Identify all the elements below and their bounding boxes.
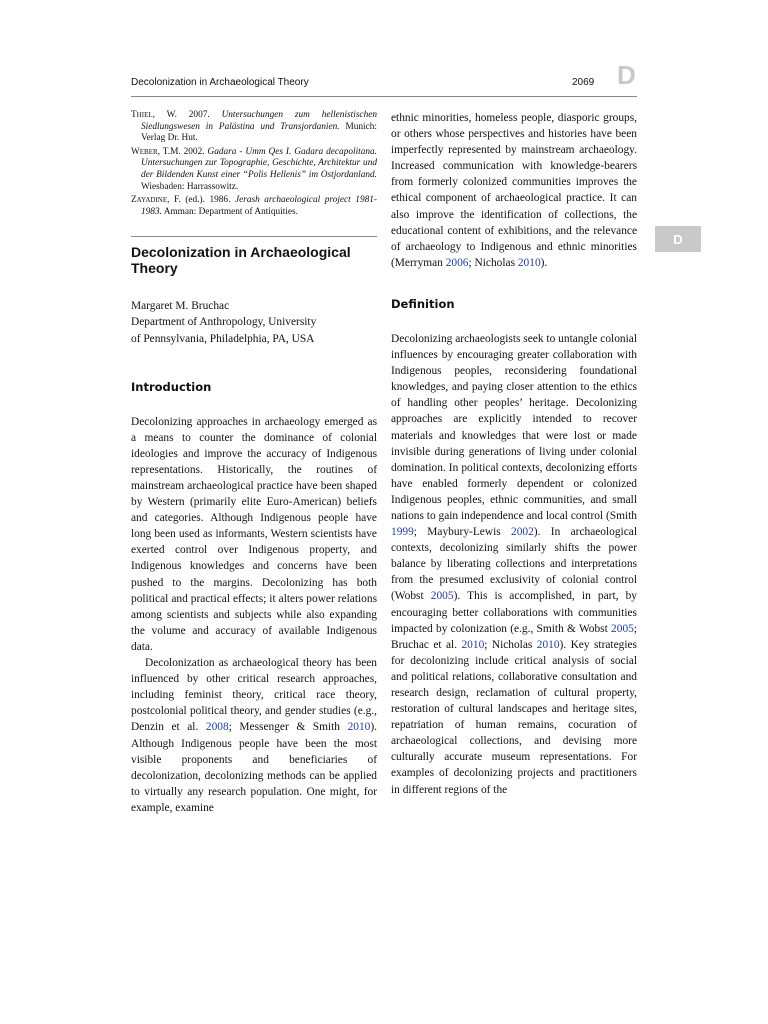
introduction-paragraph-1: Decolonizing approaches in archaeology emerged as a means to counter the dominance of colonial ideologies and improve the accuracy of Indigenous representations. Historically, the routines of mainstream archaeological practice have been shaped by Western (primarily elite Euro-American) beliefs and categories. Although Indigenous people have long been used as informants, Western scientists have exerted control over Indigenous property, and Indigenous knowledges and concerns have been pushed to the margins. Decolonizing has both political and practical effects; it alters power relations among scientists and subjects while also expanding the volume and accuracy of available Indigenous data.: [131, 415, 377, 653]
citation-link[interactable]: 2005: [430, 590, 454, 603]
citation-link[interactable]: 2010: [517, 256, 541, 269]
article-divider: [131, 236, 377, 237]
reference-author: Thiel: [131, 110, 153, 120]
author-affiliation-line-1: Department of Anthropology, University: [131, 316, 317, 329]
reference-entry: [131, 110, 377, 145]
reference-publisher: Munich: Verlag Dr. Hut.: [141, 121, 377, 144]
left-column: [131, 110, 377, 816]
reference-title: Untersuchungen zum hellenistischen Siedlungswesen in Palästina und Transjordanien.: [141, 110, 377, 132]
author-affiliation-line-2: of Pennsylvania, Philadelphia, PA, USA: [131, 332, 315, 345]
citation-link[interactable]: 1999: [391, 526, 414, 539]
definition-paragraph: Decolonizing archaeologists seek to untangle colonial influences by encouraging greater collaboration with Indigenous peoples, reconsidering foundational knowledges, and paying closer attention to the ethics of handling other peoples’ heritage. Decolonizing approaches are explicitly intended to recover materials and knowledges that were lost or made invisible during generations of living under colonial domination. In political contexts, decolonizing efforts have enabled formerly dependent or colonized Indigenous peoples, ethnic communities, and small nations to gain independence and local control (Smith 1999; Maybury-Lewis 2002). In archaeological contexts, decolonizing similarly shifts the power balance by liberating collections and interpretations from the presumed exclusivity of colonial control (Wobst 2005). This is accomplished, in part, by encouraging better collaborations with communities impacted by colonization (e.g., Smith & Wobst 2005; Bruchac et al. 2010; Nicholas 2010). Key strategies for decolonizing include critical analysis of social and political relations, collaborative consultation and research design, reclamation of cultural property, restoration of cultural landscapes and heritage sites, repatriation of human remains, cocuration of archaeological collections, and devising more culturally accurate museum representations. For examples of decolonizing projects and practitioners in different regions of the: [391, 332, 638, 796]
definition-heading: Definition: [391, 296, 455, 311]
reference-publisher: Wiesbaden: Harrassowitz.: [141, 181, 239, 192]
author-name: Margaret M. Bruchac: [131, 300, 230, 313]
reference-list: [131, 110, 377, 218]
reference-title: Jerash archaeological project 1981-1983.: [141, 195, 377, 217]
reference-author: Weber: [131, 146, 158, 157]
reference-author: Zayadine: [131, 195, 168, 206]
author-block: [131, 298, 377, 346]
citation-link[interactable]: 2008: [205, 721, 229, 734]
header-rule: [131, 96, 637, 97]
citation-link[interactable]: 2010: [347, 721, 371, 734]
citation-link[interactable]: 2002: [511, 526, 534, 539]
thumb-index-letter: D: [673, 231, 683, 247]
reference-entry: [131, 195, 377, 218]
introduction-paragraph-2: Decolonization as archaeological theory has been influenced by other critical research approaches, including feminist theory, critical race theory, postcolonial political theory, and gender studies (e.g., Denzin et al. 2008; Messenger & Smith 2010). Although Indigenous people have been the most visible proponents and beneficiaries of decolonization, decolonizing methods can be applied to virtually any research population. One might, for example, examine: [131, 657, 377, 814]
reference-entry: [131, 147, 377, 193]
reference-details: , T.M. 2002.: [157, 146, 208, 157]
reference-details: , W. 2007.: [152, 110, 222, 120]
reference-details: , F. (ed.). 1986.: [167, 195, 235, 206]
citation-link[interactable]: 2010: [536, 638, 560, 651]
reference-publisher: Amman: Department of Antiquities.: [161, 206, 298, 217]
section-letter: D: [617, 60, 636, 90]
reference-title: Gadara - Umm Qes I. Gadara decapolitana. Untersuchungen zur Topographie, Geschichte, Architektur und der Bildenden Kunst einer “Polis Hellenis” im Ostjordanland.: [141, 146, 378, 180]
introduction-heading: Introduction: [131, 379, 212, 394]
introduction-continuation: ethnic minorities, homeless people, diasporic groups, or others whose perspectives and histories have been imperfectly represented by mainstream archaeology. Increased communication with knowledge-bearers from formerly colonized communities improves the ethical component of archaeological practice. It can also improve the identification of collections, the educational content of exhibitions, and the relevance of archaeology to Indigenous and ethnic minorities (Merryman 2006; Nicholas 2010).: [391, 112, 637, 269]
citation-link[interactable]: 2010: [461, 638, 485, 651]
article-title: Decolonization in Archaeological Theory: [131, 244, 351, 277]
thumb-index-tab[interactable]: [655, 226, 701, 252]
running-head-title: Decolonization in Archaeological Theory: [131, 77, 309, 88]
citation-link[interactable]: 2006: [445, 256, 469, 269]
page-number: 2069: [572, 77, 595, 88]
right-column: [391, 110, 637, 798]
citation-link[interactable]: 2005: [611, 622, 634, 635]
